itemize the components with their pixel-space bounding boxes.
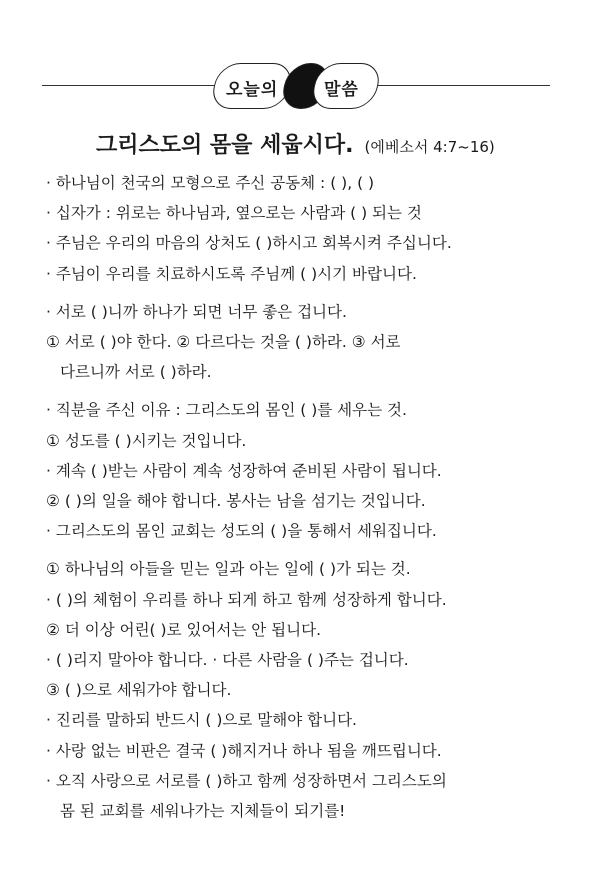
content-line: · 진리를 말하되 반드시 ( )으로 말해야 합니다. bbox=[46, 711, 357, 730]
title-reference: (에베소서 4:7~16) bbox=[364, 138, 495, 156]
header-word-1: 오늘의 bbox=[226, 80, 279, 100]
spacer bbox=[46, 546, 556, 554]
content-line: · 주님이 우리를 치료하시도록 주님께 ( )시기 바랍니다. bbox=[46, 264, 417, 283]
header-word-2: 말씀 bbox=[324, 80, 359, 100]
content-line: ③ ( )으로 세워가야 합니다. bbox=[46, 681, 232, 700]
content-line: · 오직 사랑으로 서로를 ( )하고 함께 성장하면서 그리스도의 bbox=[46, 771, 447, 790]
content-body bbox=[46, 168, 556, 826]
content-line: ② ( )의 일을 해야 합니다. 봉사는 남을 섬기는 것입니다. bbox=[46, 492, 426, 511]
spacer bbox=[46, 387, 556, 395]
content-line: ① 성도를 ( )시키는 것입니다. bbox=[46, 431, 247, 450]
content-line: · 사랑 없는 비판은 결국 ( )해지거나 하나 됨을 깨뜨립니다. bbox=[46, 741, 442, 760]
content-line: · 서로 ( )니까 하나가 되면 너무 좋은 겁니다. bbox=[46, 302, 347, 321]
header-banner bbox=[0, 55, 600, 115]
content-line: · 하나님이 천국의 모형으로 주신 공동체 : ( ), ( ) bbox=[46, 174, 375, 192]
content-line: 몸 된 교회를 세워나가는 지체들이 되기를! bbox=[60, 802, 346, 821]
content-line: ① 서로 ( )야 한다. ② 다르다는 것을 ( )하라. ③ 서로 bbox=[46, 333, 401, 352]
content-line: · 주님은 우리의 마음의 상처도 ( )하시고 회복시켜 주십니다. bbox=[46, 234, 452, 253]
content-line: · 십자가 : 위로는 하나님과, 옆으로는 사람과 ( ) 되는 것 bbox=[46, 204, 422, 223]
content-line: · 그리스도의 몸인 교회는 성도의 ( )을 통해서 세워집니다. bbox=[46, 522, 437, 541]
spacer bbox=[46, 289, 556, 297]
title-main: 그리스도의 몸을 세웁시다. bbox=[96, 133, 354, 158]
content-line: ② 더 이상 어린( )로 있어서는 안 됩니다. bbox=[46, 620, 322, 639]
content-line: · ( )의 체험이 우리를 하나 되게 하고 함께 성장하게 합니다. bbox=[46, 590, 447, 609]
content-line: ① 하나님의 아들을 믿는 일과 아는 일에 ( )가 되는 것. bbox=[46, 560, 411, 579]
content-line: 다르니까 서로 ( )하라. bbox=[60, 363, 212, 382]
content-line: · ( )리지 말아야 합니다. · 다른 사람을 ( )주는 겁니다. bbox=[46, 651, 409, 670]
page-title bbox=[96, 128, 495, 159]
content-line: · 계속 ( )받는 사람이 계속 성장하여 준비된 사람이 됩니다. bbox=[46, 461, 442, 480]
header-pills bbox=[214, 63, 376, 109]
content-line: · 직분을 주신 이유 : 그리스도의 몸인 ( )를 세우는 것. bbox=[46, 401, 407, 420]
